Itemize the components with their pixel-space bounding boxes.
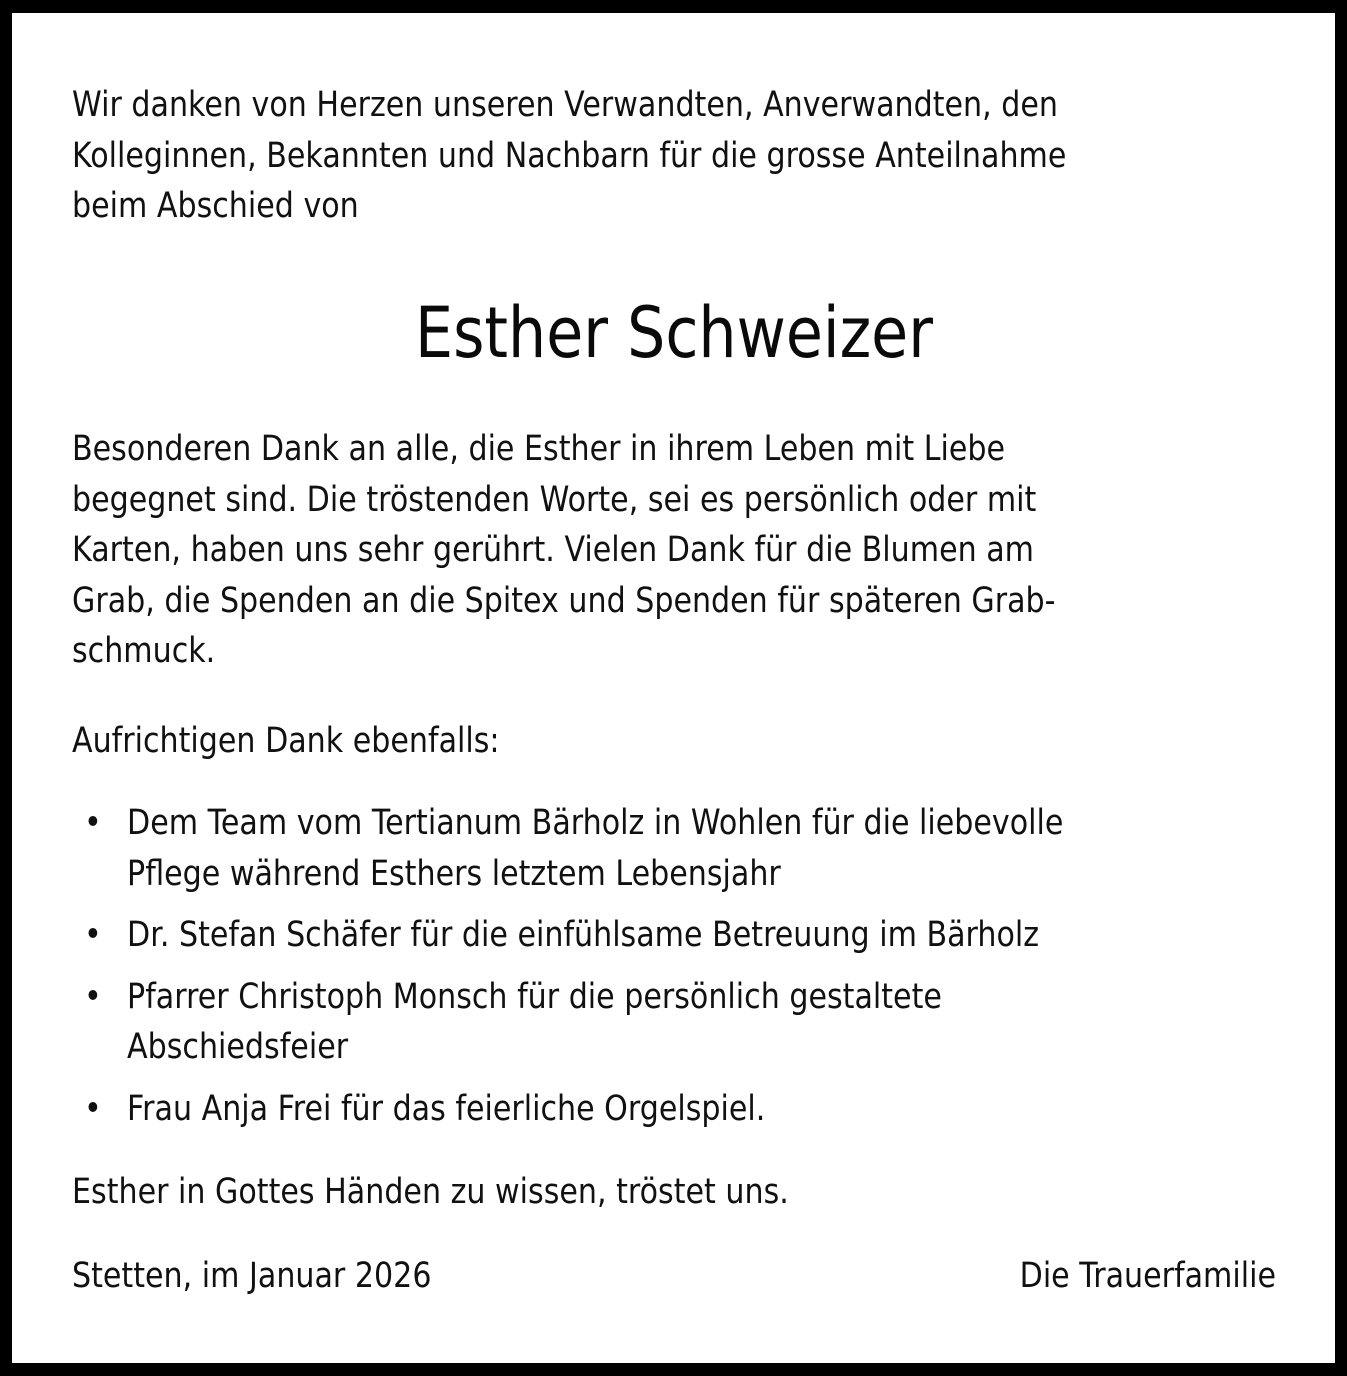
closing-sentence: Esther in Gottes Händen zu wissen, tröstet uns.: [72, 1172, 789, 1212]
thanks-line: Karten, haben uns sehr gerührt. Vielen Dank für die Blumen am: [72, 530, 1035, 570]
bullet-icon: •: [84, 803, 102, 843]
list-item-line: Pflege während Esthers letztem Lebensjahr: [127, 853, 781, 894]
list-item-line: Dem Team vom Tertianum Bärholz in Wohlen für die liebevolle: [127, 803, 1064, 843]
list-item: [72, 1084, 1291, 1135]
list-item: [72, 910, 1291, 961]
intro-line: Wir danken von Herzen unseren Verwandten, Anverwandten, den: [72, 85, 1058, 125]
list-item: [72, 798, 1291, 899]
thanks-line: schmuck.: [72, 631, 216, 671]
intro-paragraph: [72, 80, 1291, 232]
list-item-line: Abschiedsfeier: [127, 1027, 349, 1067]
intro-line: beim Abschied von: [72, 186, 359, 226]
list-item-line: Frau Anja Frei für das feierliche Orgelspiel.: [127, 1088, 766, 1129]
list-item-line: Pfarrer Christoph Monsch für die persönlich gestaltete: [127, 976, 942, 1017]
place-date: Stetten, im Januar 2026: [72, 1256, 432, 1296]
list-item: [72, 972, 1291, 1073]
signature: Die Trauerfamilie: [1019, 1256, 1276, 1296]
thanks-line: Grab, die Spenden an die Spitex und Spenden für späteren Grab-: [72, 580, 1056, 621]
bullet-icon: •: [84, 1088, 102, 1129]
list-item-line: Dr. Stefan Schäfer für die einfühlsame Betreuung im Bärholz: [127, 915, 1040, 955]
thanks-line: Besonderen Dank an alle, die Esther in ihrem Leben mit Liebe: [72, 429, 1005, 469]
notice-footer: [72, 1251, 1276, 1302]
thanks-line: begegnet sind. Die tröstenden Worte, sei es persönlich oder mit: [72, 479, 1037, 520]
bullet-icon: •: [84, 915, 102, 955]
thanks-paragraph: [72, 424, 1291, 677]
intro-line: Kolleginnen, Bekannten und Nachbarn für die grosse Anteilnahme: [72, 135, 1067, 176]
thanks-list: [72, 798, 1291, 1145]
bullet-icon: •: [84, 976, 102, 1017]
deceased-name-heading: Esther Schweizer: [415, 292, 933, 374]
also-thanks-heading: Aufrichtigen Dank ebenfalls:: [72, 721, 500, 761]
